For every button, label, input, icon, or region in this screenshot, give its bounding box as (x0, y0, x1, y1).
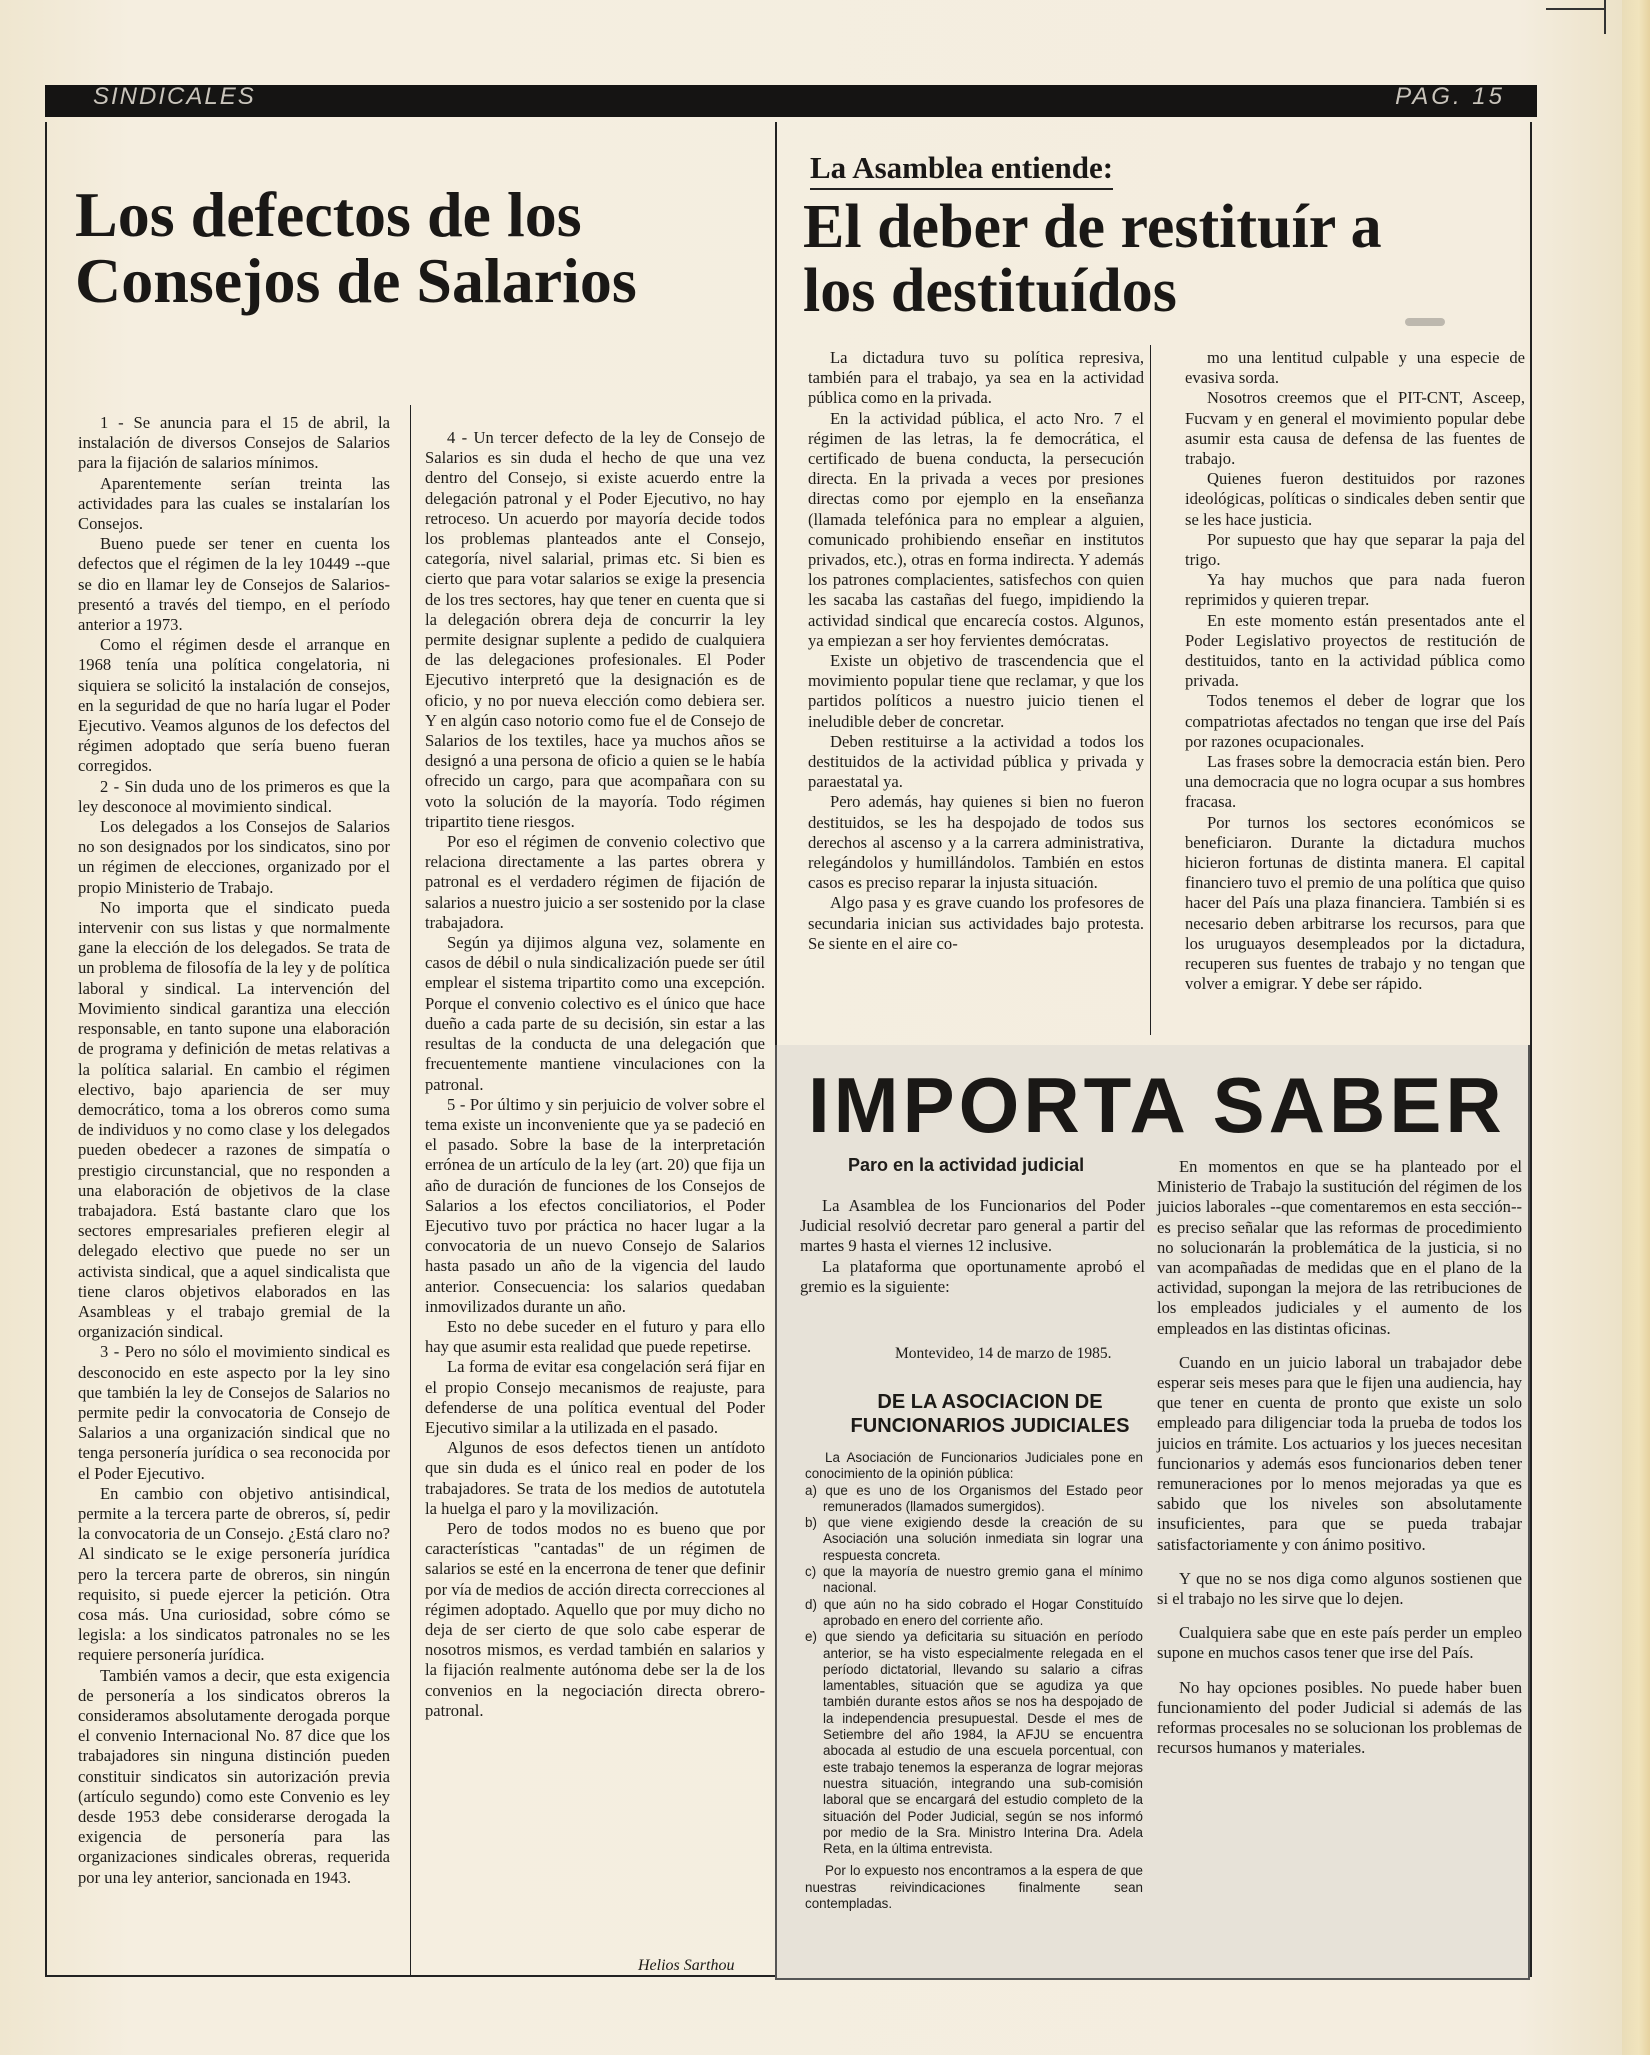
paragraph: Cualquiera sabe que en este país perder un empleo supone en muchos casos tener que irse del País. (1157, 1623, 1522, 1663)
article2-headline (803, 193, 1382, 325)
paragraph: Según ya dijimos alguna vez, solamente en casos de débil o nula sindicalización puede ser útil emplear el sistema tripartito como una excepción. Porque el convenio colectivo es el único que hace dueño a cada parte de su decisión, sin estar a las resultas de la conducta de una delegación que frecuentemente mantiene vinculaciones con la patronal. (425, 933, 765, 1094)
paragraph: Por eso el régimen de convenio colectivo que relaciona directamente a las partes obrera y patronal es el verdadero régimen de fijación de salarios a nuestro juicio a ser sostenido por la clase trabajadora. (425, 832, 765, 932)
article1-headline-line2: Consejos de Salarios (75, 244, 637, 316)
right-border-rule (1530, 122, 1532, 1977)
paper-edge (1622, 0, 1650, 2055)
association-title-line1: DE LA ASOCIACION DE (877, 1391, 1103, 1413)
box-subtitle: Paro en la actividad judicial (848, 1155, 1085, 1175)
paragraph: Por supuesto que hay que separar la paja del trigo. (1185, 529, 1525, 570)
paragraph: Los delegados a los Consejos de Salarios no son designados por los sindicatos, sino por un régimen de elecciones, organizado por el propio Ministerio de Trabajo. (78, 817, 390, 897)
box-title: IMPORTA SABER (808, 1061, 1506, 1149)
paragraph: En la actividad pública, el acto Nro. 7 el régimen de las letras, la fe democrática, el certificado de buena conducta, la persecución directa. En la privada a veces por presiones directas como por ejemplo en la enseñanza (llamada telefónica para no emplear a alguien, comunicado prohibiendo enseñar en institutos privados, etc.), otras en forma indirecta. Y además los patrones complacientes, satisfechos con quien les sacaba las castañas del fuego, impidiendo la actividad sindical que encarecía costos. Algunos, ya empiezan a ser hoy fervientes demócratas. (808, 408, 1144, 650)
paragraph: Bueno puede ser tener en cuenta los defectos que el régimen de la ley 10449 --que se dio en llamar ley de Consejos de Salarios- presentó a través del tiempo, en el período anterior a 1973. (78, 534, 390, 635)
statement-closing: Por lo expuesto nos encontramos a la espera de que nuestras reivindicaciones finalmente sean contempladas. (805, 1863, 1143, 1912)
article2-headline-line1: El deber de restituír a (803, 193, 1382, 261)
crop-mark (1546, 8, 1606, 32)
paragraph: 3 - Pero no sólo el movimiento sindical es desconocido en este aspecto por la ley sino que también la ley de Consejos de Salarios no permite pedir la convocatoria de Consejo de Salarios a una organización sindical que no tenga personería jurídica o sea reconocida por el Poder Ejecutivo. (78, 1342, 390, 1483)
paragraph: Cuando en un juicio laboral un trabajador debe esperar seis meses para que le fijen una audiencia, hay que tener en cuenta de pronto que existe un solo empleado para diligenciar toda la prueba de todos los juicios en trámite. Los actuarios y los jueces necesitan funcionarios y además esos funcionarios deben tener remuneraciones por lo menos mejoradas ya que es sabido que los niveles son absolutamente insuficientes, para que se pueda trabajar satisfactoriamente y con ánimo positivo. (1157, 1352, 1522, 1554)
paragraph: Ya hay muchos que para nada fueron reprimidos y quieren trepar. (1185, 570, 1525, 610)
article2-column-2 (1185, 348, 1525, 995)
article2-headline-line2: los destituídos (803, 256, 1177, 325)
section-label: SINDICALES (93, 83, 256, 110)
paragraph: 4 - Un tercer defecto de la ley de Consejo de Salarios es sin duda el hecho de que una vez dentro del Consejo, si existe acuerdo entre la delegación patronal y el Poder Ejecutivo, no hay retroceso. Un acuerdo por mayoría decide todos los problemas planteados ante el Consejo, categoría, nivel salarial, primas etc. Si bien es cierto que para votar salarios se exige la presencia de los tres sectores, hay que tener en cuenta que si la delegación obrera deja de concurrir la ley permite designar suplente a pedido de cualquiera de las delegaciones profesionales. El Poder Ejecutivo interpretó que la designación es de oficio, y no por nueva elección como debiera ser. Y en algún caso notorio como fue el de Consejo de Salarios de los textiles, hace ya muchos años se designó a una persona de oficio a quien se le había ofrecido un cargo, para que acompañara con su voto la solución de la mayoría. Todo régimen tripartito tiene riesgos. (425, 428, 765, 831)
article1-column-2 (425, 428, 765, 1721)
paragraph: También vamos a decir, que esta exigencia de personería a los sindicatos obreros la consideramos absolutamente derogada porque el convenio Internacional No. 87 dice que los trabajadores sin ninguna distinción pueden constituir sindicatos sin autorización previa (artículo segundo) como este Convenio es ley desde 1953 debe considerarse derogada la exigencia de personería para las organizaciones sindicales obreras, requerida por una ley anterior, sancionada en 1943. (78, 1665, 390, 1887)
byline: Helios Sarthou (638, 1957, 735, 1974)
paragraph: Como el régimen desde el arranque en 1968 tenía una política congelatoria, ni siquiera se solicitó la instalación de consejos, en la seguridad de que no haría lugar el Poder Ejecutivo. Veamos algunos de los defectos del régimen adoptado que sería bueno fueran corregidos. (78, 635, 390, 776)
association-title (800, 1390, 1180, 1438)
left-border-rule (45, 122, 47, 1977)
column-divider (410, 405, 411, 1975)
statement-item: c) que la mayoría de nuestro gremio gana el mínimo nacional. (805, 1564, 1143, 1596)
paragraph: Todos tenemos el deber de lograr que los compatriotas afectados no tengan que irse del País por razones ocupacionales. (1185, 691, 1525, 751)
article2-column-1 (808, 348, 1144, 954)
statement-intro: La Asociación de Funcionarios Judiciales pone en conocimiento de la opinión pública: (805, 1450, 1143, 1482)
paragraph: Pero además, hay quienes si bien no fueron destituidos, se les ha despojado de todos sus derechos al ascenso y a la carrera administrativa, relegándolos y humillándolos. También en estos casos es preciso reparar la injusta situación. (808, 792, 1144, 893)
paragraph: 2 - Sin duda uno de los primeros es que la ley desconoce al movimiento sindical. (78, 776, 390, 816)
paragraph: Quienes fueron destituidos por razones ideológicas, políticas o sindicales deben sentir que se les hace justicia. (1185, 469, 1525, 529)
paragraph: Algo pasa y es grave cuando los profesores de secundaria inician sus actividades bajo protesta. Se siente en el aire co- (808, 893, 1144, 953)
statement-item: a) que es uno de los Organismos del Estado peor remunerados (llamados sumergidos). (805, 1482, 1143, 1514)
paragraph: No hay opciones posibles. No puede haber buen funcionamiento del poder Judicial si además de las reformas procesales no se solucionan los problemas de recursos humanos y materiales. (1157, 1677, 1522, 1758)
article1-column-1 (78, 413, 390, 1888)
paragraph: La dictadura tuvo su política represiva, también para el trabajo, ya sea en la actividad pública como en la privada. (808, 348, 1144, 408)
paragraph: Pero de todos modos no es bueno que por características "cantadas" de un régimen de salarios se esté en la encerrona de tener que definir por vía de medios de acción directa correcciones al régimen adoptado. Aquello que por muy dicho no deja de ser cierto de que solo cabe esperar de nosotros mismos, es verdad también en salarios y la fijación realmente autónoma debe ser la de los convenios en la negociación directa obrero-patronal. (425, 1518, 765, 1720)
paragraph: La plataforma que oportunamente aprobó el gremio es la siguiente: (800, 1256, 1145, 1296)
column-divider-right (1150, 345, 1151, 1035)
paragraph: La forma de evitar esa congelación será fijar en el propio Consejo mecanismos de reajuste, para defenderse de una política eventual del Poder Ejecutivo similar a la utilizada en el pasado. (425, 1357, 765, 1437)
ink-smudge (1405, 318, 1445, 326)
paragraph: En momentos en que se ha planteado por el Ministerio de Trabajo la sustitución del régimen de los juicios laborales --que comentaremos en esta sección-- es preciso señalar que las reformas de procedimiento no solucionarán la problemática de la justicia, si no van acompañadas de medidas que en el plano de la actividad, supongan la mejora de las retribuciones de los empleados judiciales y el aumento de los empleados en las distintas oficinas. (1157, 1157, 1522, 1338)
paragraph: En este momento están presentados ante el Poder Legislativo proyectos de restitución de destituidos, tanto en la actividad pública como privada. (1185, 610, 1525, 691)
box-intro (800, 1196, 1145, 1297)
paragraph: En cambio con objetivo antisindical, permite a la tercera parte de obreros, sí, pedir la convocatoria de un Consejo. ¿Está claro no? Al sindicato se le exige personería jurídica pero la tercera parte de obreros, sin ningún requisito, si puede ejercer la petición. Otra cosa más. Una curiosidad, sobre cómo se legisla: a los sindicatos patronales no se les requiere personería jurídica. (78, 1483, 390, 1665)
paragraph: Nosotros creemos que el PIT-CNT, Asceep, Fucvam y en general el movimiento popular debe asumir esta causa de defensa de las fuentes de trabajo. (1185, 388, 1525, 469)
statement-item: e) que siendo ya deficitaria su situación en período anterior, se ha visto especialmente relegada en el período dictatorial, llevando su salario a cifras lamentables, situación que se agudiza ya que también durante estos años se nos ha despojado de la independencia presupuestal. Desde el mes de Setiembre del año 1984, la AFJU se encuentra abocada al estudio de una escuela porcentual, con este trabajo tenemos la esperanza de lograr mejoras nuestra situación, integrando una sub-comisión laboral que se encargará del estudio completo de la situación del Poder Judicial, según se nos informó por medio de la Sra. Ministro Interina Dra. Adela Reta, en la última entrevista. (805, 1629, 1143, 1857)
paragraph: La Asamblea de los Funcionarios del Poder Judicial resolvió decretar paro general a partir del martes 9 hasta el viernes 12 inclusive. (800, 1196, 1145, 1256)
paragraph: Por turnos los sectores económicos se beneficiaron. Durante la dictadura muchos hicieron fortunas de distinta manera. El capital financiero tuvo el premio de una política que quiso hacer del País una plaza financiera. También si es necesario deben arbitrarse los recursos, para que los uruguayos desempleados por la dictadura, recuperen sus fuentes de trabajo y no tengan que volver a emigrar. Y debe ser rápido. (1185, 812, 1525, 994)
association-statement (805, 1450, 1143, 1912)
section-header-bar (45, 85, 1537, 117)
paragraph: Y que no se nos diga como algunos sostienen que si el trabajo no les sirve que lo dejen. (1157, 1568, 1522, 1609)
paragraph: mo una lentitud culpable y una especie de evasiva sorda. (1185, 348, 1525, 388)
statement-item: d) que aún no ha sido cobrado el Hogar Constituído aprobado en enero del corriente año. (805, 1596, 1143, 1628)
paragraph: Existe un objetivo de trascendencia que el movimiento popular tiene que reclamar, y que los partidos políticos a nuestro juicio tienen el ineludible deber de concretar. (808, 651, 1144, 731)
statement-item: b) que viene exigiendo desde la creación de su Asociación una solución inmediata sin lograr una respuesta concreta. (805, 1515, 1143, 1563)
paragraph: Aparentemente serían treinta las actividades para las cuales se instalarían los Consejos. (78, 473, 390, 534)
paragraph: No importa que el sindicato pueda intervenir con sus listas y que normalmente gane la elección de los delegados. Se trata de un problema de filosofía de la ley y de política laboral y sindical. La intervención del Movimiento sindical garantiza una elección responsable, en tanto supone una elaboración de programa y definición de metas relativas a la política salarial. En cambio el régimen electivo, bajo apariencia de ser muy democrático, toma a los obreros como suma de individuos y no como clase y los delegados pueden obedecer a razones de simpatía o prestigio circunstancial, que no responden a una elaboración de objetivos de la clase trabajadora. Está bastante claro que los sectores empresariales prefieren elegir al delegado electivo que puede no ser un activista sindical, que a aquel sindicalista que tiene claros objetivos elaborados en las Asambleas y el trabajo gremial de la organización sindical. (78, 897, 390, 1342)
paragraph: Deben restituirse a la actividad a todos los destituidos de la actividad pública y privada y paraestatal ya. (808, 731, 1144, 792)
paragraph: 1 - Se anuncia para el 15 de abril, la instalación de diversos Consejos de Salarios para la fijación de salarios mínimos. (78, 413, 390, 473)
article1-headline (75, 179, 637, 316)
paragraph: Esto no debe suceder en el futuro y para ello hay que asumir esta realidad que puede repetirse. (425, 1316, 765, 1357)
paragraph: Las frases sobre la democracia están bien. Pero una democracia que no logra ocupar a sus hombres fracasa. (1185, 752, 1525, 812)
article1-headline-line1: Los defectos de los (75, 179, 582, 250)
article2-kicker: La Asamblea entiende: (810, 150, 1113, 190)
box-right-column (1157, 1157, 1522, 1758)
association-title-line2: FUNCIONARIOS JUDICIALES (850, 1415, 1130, 1437)
paragraph: Algunos de esos defectos tienen un antídoto que sin duda es el único real en poder de los trabajadores. Se trata de los medios de autotutela la huelga el paro y la movilización. (425, 1438, 765, 1518)
page-number: PAG. 15 (1395, 83, 1505, 110)
dateline: Montevideo, 14 de marzo de 1985. (895, 1345, 1112, 1362)
paragraph: 5 - Por último y sin perjuicio de volver sobre el tema existe un inconveniente que ya se padeció en el pasado. Sobre la base de la interpretación errónea de un artículo de la ley (art. 20) que fija un año de duración de funciones de los Consejos de Salarios a los efectos conciliatorios, el Poder Ejecutivo tuvo por práctica no hacer lugar a la convocatoria de un nuevo Consejo de Salarios hasta pasado un año de la vigencia del laudo anterior. Consecuencia: los salarios quedaban inmovilizados durante un año. (425, 1094, 765, 1316)
